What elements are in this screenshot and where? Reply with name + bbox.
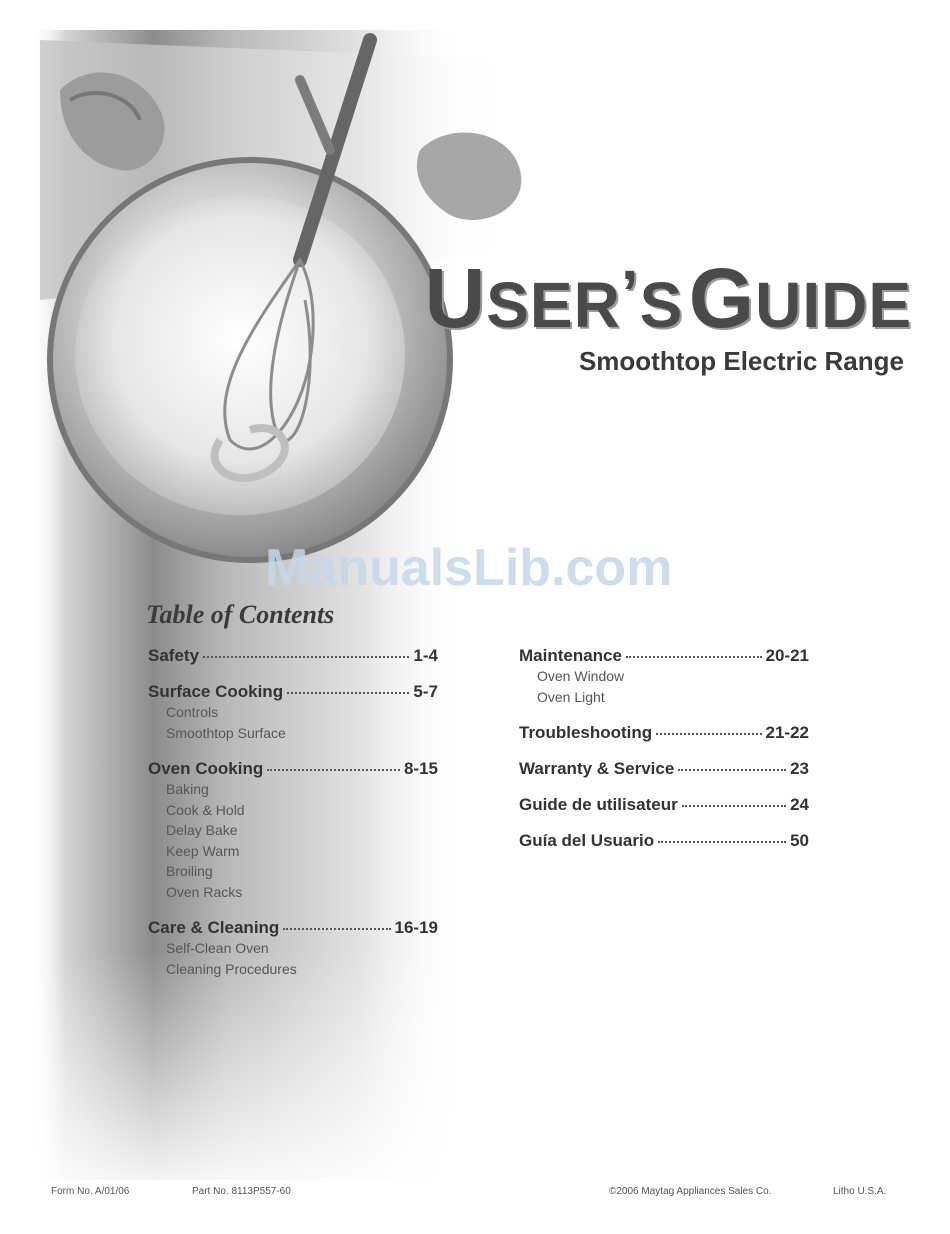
toc-entry-pages: 1-4	[413, 646, 438, 665]
toc-subentry: Self-Clean Oven	[166, 940, 269, 956]
toc-entry-label: Warranty & Service	[519, 759, 675, 778]
dot-leader	[656, 733, 761, 735]
toc-entry	[148, 918, 438, 979]
toc-entry	[148, 682, 438, 743]
toc-entry-label: Troubleshooting	[519, 723, 653, 742]
dot-leader	[678, 769, 786, 771]
toc-entry-label: Guide de utilisateur	[519, 795, 678, 814]
toc-entry-pages: 21-22	[765, 723, 809, 742]
toc-entry-line	[148, 682, 438, 702]
toc-subentry: Smoothtop Surface	[166, 724, 286, 741]
toc-entry-pages: 8-15	[403, 759, 438, 778]
watermark: ManualsLib.com	[265, 539, 673, 597]
dot-leader	[287, 692, 409, 694]
toc-entry	[519, 723, 809, 743]
subtitle: Smoothtop Electric Range	[578, 346, 904, 376]
toc-entry-line	[519, 831, 809, 851]
toc-entry-label: Safety	[148, 646, 200, 665]
part-number: Part No. 8113P557-60	[192, 1186, 291, 1197]
toc-entry-line	[519, 795, 809, 815]
toc-entry	[519, 646, 809, 707]
toc-left-column	[148, 646, 438, 995]
toc-entry-line	[148, 759, 438, 779]
toc-entry-pages: 24	[790, 795, 809, 814]
toc-entry-pages: 16-19	[394, 918, 438, 937]
toc-entry-label: Oven Cooking	[148, 759, 264, 778]
toc-subentry: Keep Warm	[166, 842, 240, 859]
dot-leader	[267, 769, 400, 771]
toc-subentry: Oven Racks	[166, 883, 243, 900]
dot-leader	[283, 928, 390, 930]
toc-entry	[148, 646, 438, 666]
toc-entry-line	[519, 723, 809, 743]
toc-entry	[519, 831, 809, 851]
dot-leader	[658, 841, 786, 843]
toc-entry-line	[519, 759, 809, 779]
toc-subentry: Cleaning Procedures	[166, 960, 297, 977]
toc-heading: Table of Contents	[146, 600, 335, 629]
toc-entry-line	[519, 646, 809, 666]
dot-leader	[682, 805, 786, 807]
toc-subentry: Controls	[166, 704, 219, 720]
toc-entry-label: Care & Cleaning	[148, 918, 280, 937]
toc-entry-line	[148, 646, 438, 666]
toc-entry-label: Guía del Usuario	[519, 831, 655, 850]
toc-entry-pages: 23	[790, 759, 809, 778]
toc-entry	[519, 759, 809, 779]
toc-entry-line	[148, 918, 438, 938]
toc-entry	[519, 795, 809, 815]
toc-subentry: Broiling	[166, 863, 213, 879]
dot-leader	[203, 656, 409, 658]
toc-entry-pages: 5-7	[413, 682, 438, 701]
copyright: ©2006 Maytag Appliances Sales Co.	[609, 1186, 772, 1197]
toc-entry-pages: 20-21	[765, 646, 809, 665]
dot-leader	[626, 656, 762, 658]
form-number: Form No. A/01/06	[51, 1186, 130, 1197]
toc-entry-pages: 50	[790, 831, 809, 850]
toc-entry	[148, 759, 438, 902]
page-title: USER’S GUIDE	[424, 251, 912, 345]
litho-notice: Litho U.S.A.	[833, 1186, 887, 1197]
toc-subentry: Oven Light	[537, 688, 605, 705]
toc-right-column	[519, 646, 809, 867]
toc-subentry: Oven Window	[537, 668, 625, 684]
toc-subentry: Baking	[166, 781, 209, 797]
toc-entry-label: Surface Cooking	[148, 682, 284, 701]
toc-subentry: Cook & Hold	[166, 801, 245, 818]
toc-entry-label: Maintenance	[519, 646, 622, 665]
toc-subentry: Delay Bake	[166, 822, 238, 838]
